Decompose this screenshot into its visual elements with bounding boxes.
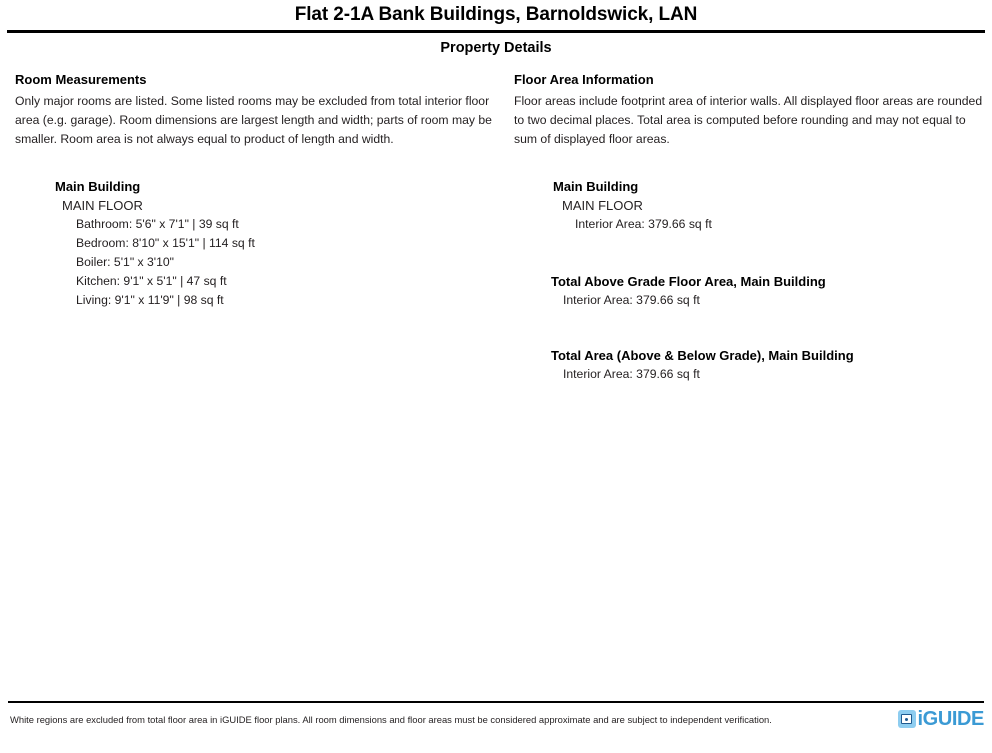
floor-label: MAIN FLOOR: [562, 197, 643, 213]
content-columns: [0, 72, 992, 384]
page-subtitle: Property Details: [440, 40, 552, 56]
room-item: Bathroom: 5'6" x 7'1" | 39 sq ft: [76, 216, 239, 231]
floor-area-note: Floor areas include footprint area of interior walls. All displayed floor areas are rounded to two decimal places. Total area is computed before rounding and may not equal to sum of displayed floor areas.: [514, 94, 983, 147]
floor-label: MAIN FLOOR: [62, 197, 143, 213]
room-item: Living: 9'1" x 11'9" | 98 sq ft: [76, 292, 224, 307]
room-measurements-section: [0, 72, 514, 384]
iguide-logo-text: iGUIDE: [917, 708, 984, 730]
room-measurements-heading: Room Measurements: [15, 72, 147, 87]
total-area-value: Interior Area: 379.66 sq ft: [563, 366, 700, 381]
page-title: Flat 2-1A Bank Buildings, Barnoldswick, LAN: [294, 4, 698, 25]
room-measurements-tree: [15, 177, 494, 310]
room-item: Boiler: 5'1" x 3'10": [76, 254, 174, 269]
header-divider: [7, 30, 985, 33]
footer-body: [0, 703, 992, 753]
totals-section: [514, 272, 990, 384]
room-item: Bedroom: 8'10" x 15'1" | 114 sq ft: [76, 235, 255, 250]
iguide-logo: [898, 709, 985, 729]
document-header: [0, 0, 992, 57]
floor-area-heading: Floor Area Information: [514, 72, 654, 87]
camera-icon: [898, 710, 916, 728]
total-area-block: [514, 346, 990, 384]
footer-disclaimer: White regions are excluded from total floor area in iGUIDE floor plans. All room dimensions and floor areas must be considered approximate and are subject to independent verification.: [10, 714, 772, 725]
document-footer: [0, 701, 992, 753]
total-above-grade-block: [514, 272, 990, 310]
floor-area-tree: [514, 177, 990, 234]
room-item: Kitchen: 9'1" x 5'1" | 47 sq ft: [76, 273, 227, 288]
room-measurements-note: Only major rooms are listed. Some listed rooms may be excluded from total interior floor area (e.g. garage). Room dimensions are largest length and width; parts of room may be smaller. Room area is not always equal to product of length and width.: [15, 94, 492, 147]
floor-area-value: Interior Area: 379.66 sq ft: [575, 216, 712, 231]
total-area-heading: Total Area (Above & Below Grade), Main Building: [551, 347, 854, 363]
total-above-grade-heading: Total Above Grade Floor Area, Main Building: [551, 273, 826, 289]
building-label: Main Building: [553, 178, 639, 194]
total-above-grade-value: Interior Area: 379.66 sq ft: [563, 292, 700, 307]
building-label: Main Building: [55, 178, 141, 194]
floor-area-section: [514, 72, 992, 384]
